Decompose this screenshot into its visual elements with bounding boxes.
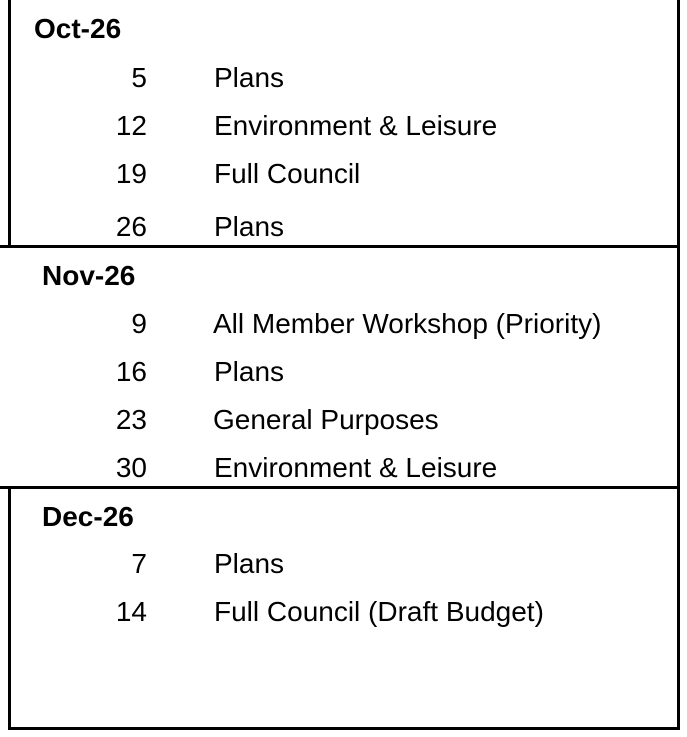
day-nov-2: 16 xyxy=(115,356,147,387)
bottom-border xyxy=(8,727,680,730)
day-oct-3: 19 xyxy=(115,158,147,189)
day-nov-4: 30 xyxy=(115,452,147,483)
day-dec-1: 7 xyxy=(131,548,147,579)
left-border-bottom xyxy=(8,488,11,730)
month-header-nov: Nov-26 xyxy=(42,260,136,291)
event-oct-4: Plans xyxy=(214,211,285,242)
divider-nov-dec xyxy=(0,486,680,489)
month-header-oct: Oct-26 xyxy=(34,13,122,44)
month-header-dec: Dec-26 xyxy=(42,501,134,532)
event-nov-1: All Member Workshop (Priority) xyxy=(213,308,602,339)
event-dec-1: Plans xyxy=(214,548,285,579)
divider-oct-nov xyxy=(0,245,680,248)
day-oct-1: 5 xyxy=(131,62,147,93)
day-dec-2: 14 xyxy=(115,596,147,627)
day-oct-4: 26 xyxy=(115,211,147,242)
event-oct-1: Plans xyxy=(214,62,285,93)
right-border xyxy=(677,0,680,730)
left-border-top xyxy=(8,0,11,248)
day-nov-1: 9 xyxy=(131,308,147,339)
event-oct-3: Full Council xyxy=(214,158,361,189)
event-nov-2: Plans xyxy=(214,356,285,387)
event-dec-2: Full Council (Draft Budget) xyxy=(214,596,544,627)
day-oct-2: 12 xyxy=(115,110,147,141)
event-nov-3: General Purposes xyxy=(213,404,439,435)
event-nov-4: Environment & Leisure xyxy=(214,452,498,483)
day-nov-3: 23 xyxy=(115,404,147,435)
event-oct-2: Environment & Leisure xyxy=(214,110,498,141)
